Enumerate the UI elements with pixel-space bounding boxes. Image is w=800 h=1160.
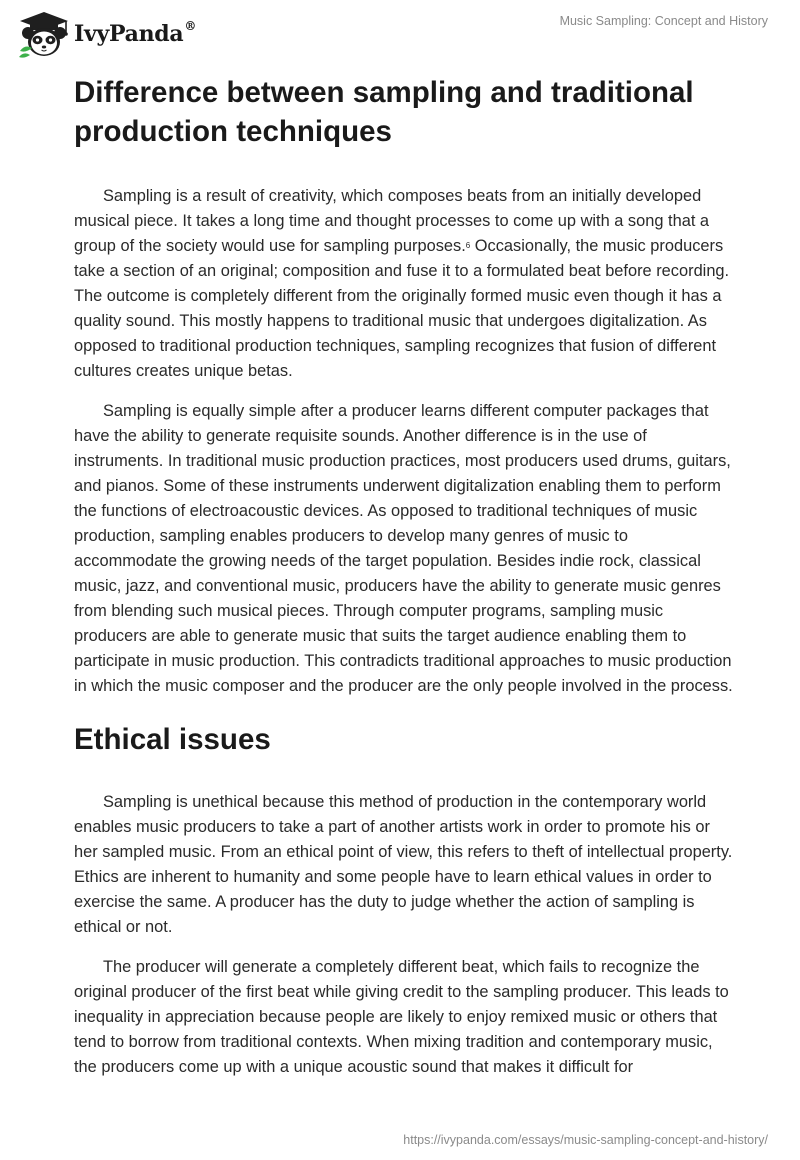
brand-name: IvyPanda® (74, 19, 197, 47)
paragraph: Sampling is equally simple after a producer learns different computer packages that have the ability to generate requisite sounds. Another difference is in the use of instruments. In traditional music production practices, most producers used drums, guitars, and pianos. Some of these instruments underwent digitalization enabling them to perform the functions of electroacoustic devices. As opposed to traditional techniques of music production, sampling enables producers to develop many genres of music to accommodate the growing needs of the target population. Besides indie rock, classical music, jazz, and conventional music, producers have the ability to generate music genres from blending such musical pieces. Through computer programs, sampling music producers are able to generate music that suits the target audience enabling them to participate in music production. This contradicts traditional approaches to music production in which the music composer and the producer are the only people involved in the process. (74, 402, 733, 695)
page-header (0, 0, 800, 70)
footnote-reference[interactable]: 6 (465, 241, 471, 250)
article-body (74, 72, 734, 1080)
section-heading: Ethical issues (74, 723, 271, 756)
running-title: Music Sampling: Concept and History (559, 14, 768, 28)
paragraph: The producer will generate a completely different beat, which fails to recognize the original producer of the first beat while giving credit to the sampling producer. This leads to inequality in appreciation because people are likely to enjoy remixed music or others that tend to borrow from traditional contexts. When mixing tradition and contemporary music, the producers come up with a unique acoustic sound that makes it difficult for (74, 958, 729, 1076)
section-heading: Difference between sampling and traditional production techniques (74, 76, 694, 148)
source-url[interactable]: https://ivypanda.com/essays/music-sampling-concept-and-history/ (403, 1133, 768, 1147)
paragraph: Sampling is unethical because this method of production in the contemporary world enables music producers to take a part of another artists work in order to promote his or her sampled music. From an ethical point of view, this refers to theft of intellectual property. Ethics are inherent to humanity and some people have to learn ethical values in order to exercise the same. A producer has the duty to judge whether the action of sampling is ethical or not. (74, 793, 733, 936)
ivypanda-logo[interactable] (16, 9, 196, 59)
panda-graduate-icon (16, 9, 72, 59)
paragraph: Sampling is a result of creativity, which composes beats from an initially developed musical piece. It takes a long time and thought processes to come up with a song that a group of the society would use for sampling purposes.$^6$ Occasionally, the music producers take a section of an original; composition and fuse it to a formulated beat before recording. The outcome is completely different from the originally formed music even though it has a quality sound. This mostly happens to traditional music that undergoes digitalization. As opposed to traditional production techniques, sampling recognizes that fusion of different cultures creates unique betas. (74, 187, 730, 380)
registered-mark: ® (184, 19, 197, 33)
